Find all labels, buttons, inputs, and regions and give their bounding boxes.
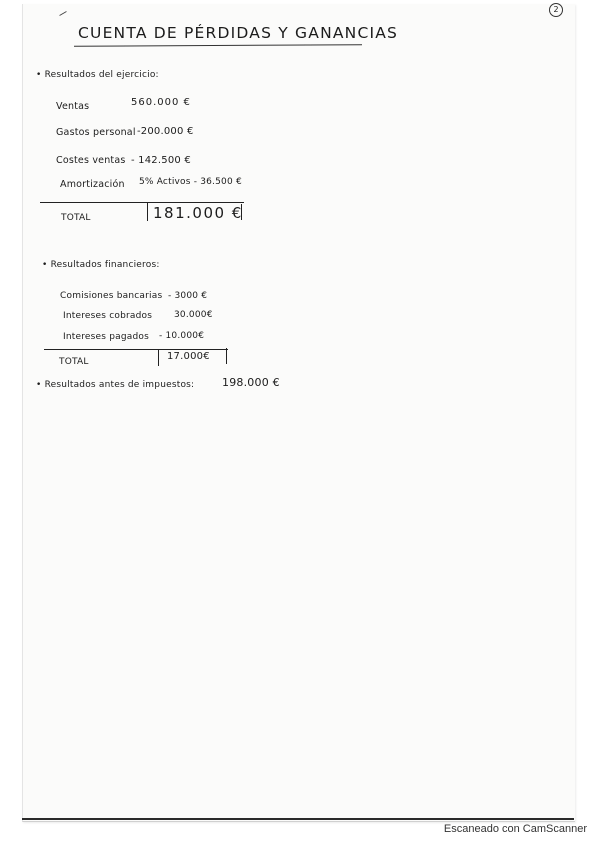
item-value: - 142.500 €: [131, 155, 191, 166]
item-value: 560.000 €: [131, 97, 191, 108]
total-value: 17.000€: [167, 351, 210, 362]
item-label: Costes ventas: [56, 155, 126, 166]
total-rule: [40, 202, 244, 203]
total-box-left: [158, 350, 159, 366]
item-value: - 3000 €: [168, 291, 208, 301]
page-number: 2: [549, 3, 563, 17]
item-value: 30.000€: [174, 310, 213, 320]
item-value: - 10.000€: [159, 331, 205, 341]
total-box-left: [147, 203, 148, 221]
total-label: TOTAL: [61, 213, 91, 223]
item-label: Gastos personal: [56, 127, 136, 138]
scanner-watermark: Escaneado con CamScanner: [443, 823, 587, 835]
item-label: Amortización: [60, 179, 125, 190]
total-value: 181.000 €: [153, 204, 243, 222]
section-heading-operating: • Resultados del ejercicio:: [36, 70, 159, 80]
pretax-label: • Resultados antes de impuestos:: [36, 380, 195, 390]
pretax-value: 198.000 €: [222, 376, 280, 389]
item-label: Comisiones bancarias: [60, 291, 163, 301]
item-value: -200.000 €: [137, 126, 194, 137]
total-box-right: [226, 348, 227, 364]
item-label: Intereses pagados: [63, 332, 150, 342]
item-value: 5% Activos - 36.500 €: [139, 177, 242, 187]
total-label: TOTAL: [59, 357, 89, 367]
section-heading-financial: • Resultados financieros:: [42, 260, 160, 270]
item-label: Intereses cobrados: [63, 311, 153, 321]
page-title: CUENTA DE PÉRDIDAS Y GANANCIAS: [78, 24, 399, 42]
total-rule: [44, 349, 228, 350]
scan-edge: [22, 818, 574, 820]
item-label: Ventas: [56, 101, 90, 112]
